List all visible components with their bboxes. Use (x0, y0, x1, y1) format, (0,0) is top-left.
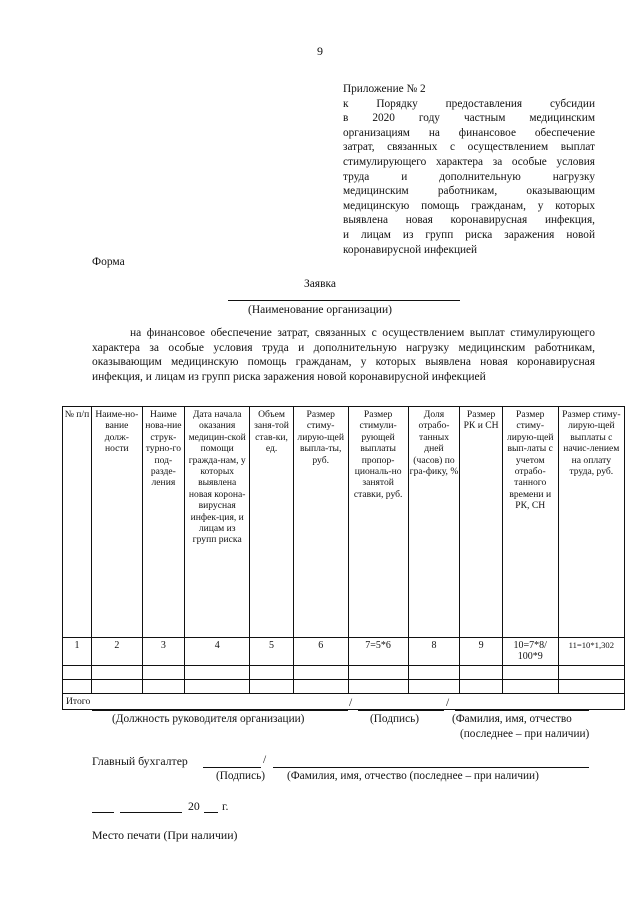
column-header: Дата начала оказания медицин-ской помощи граждa-нам, у которых выявлена новая корона-вирусная инфек-ция, и лицам из групп риска (185, 407, 250, 638)
table-row (63, 665, 625, 679)
total-row (63, 693, 625, 709)
appendix-line: и лицам из групп риска заражения новой (343, 228, 595, 241)
appendix-line: организациям на финансовое обеспечение (343, 126, 595, 139)
total-label: Итого (63, 693, 625, 709)
signature-separator: / (446, 697, 450, 709)
chief-accountant-label: Главный бухгалтер (92, 754, 188, 768)
table-cell[interactable] (502, 679, 558, 693)
table-cell[interactable] (348, 665, 408, 679)
appendix-header (343, 82, 595, 257)
signature-separator: / (263, 754, 267, 766)
chief-signature-field[interactable] (203, 767, 261, 768)
column-number: 9 (460, 638, 502, 666)
appendix-line: медицинским работникам, оказывающим (343, 185, 595, 198)
table-cell[interactable] (63, 665, 92, 679)
appendix-line: труда и дополнительную нагрузку (343, 170, 595, 183)
table-cell[interactable] (91, 665, 142, 679)
appendix-line: медицинскую помощь гражданам, у которых (343, 199, 595, 212)
form-label: Форма (92, 256, 125, 268)
table-cell[interactable] (63, 679, 92, 693)
table-cell[interactable] (460, 665, 502, 679)
signature-separator: / (349, 697, 353, 709)
table-cell[interactable] (185, 665, 250, 679)
head-position-caption: (Должность руководителя организации) (112, 713, 305, 725)
head-name-caption-2: (последнее – при наличии) (460, 728, 590, 740)
appendix-line: к Порядку предоставления субсидии (343, 97, 595, 110)
table-cell[interactable] (142, 679, 184, 693)
appendix-line: стимулирующего характера за особые условия (343, 155, 595, 168)
date-day-field[interactable] (92, 812, 114, 813)
table-cell[interactable] (250, 665, 293, 679)
date-month-field[interactable] (120, 812, 182, 813)
column-number: 2 (91, 638, 142, 666)
column-header: Объем заня-той став-ки, ед. (250, 407, 293, 638)
table-cell[interactable] (293, 679, 348, 693)
appendix-line: в 2020 году частным медицинским (343, 112, 595, 125)
appendix-line: коронавирусной инфекцией (343, 243, 478, 256)
organization-name-line[interactable] (228, 300, 460, 301)
date-year-suffix: г. (222, 799, 229, 813)
table-header-row (63, 407, 625, 638)
table-cell[interactable] (502, 665, 558, 679)
column-number: 10=7*8/ 100*9 (502, 638, 558, 666)
head-signature-field[interactable] (358, 710, 444, 711)
head-name-caption: (Фамилия, имя, отчество (452, 713, 572, 725)
column-header: Наиме-но-вание долж-ности (91, 407, 142, 638)
chief-name-caption: (Фамилия, имя, отчество (последнее – при наличии) (287, 770, 539, 782)
column-number: 5 (250, 638, 293, 666)
application-table (62, 406, 625, 710)
table-cell[interactable] (558, 679, 624, 693)
column-header: Доля отрабо-танных дней (часов) по гра-фику, % (408, 407, 460, 638)
table-cell[interactable] (91, 679, 142, 693)
column-header: № п/п (63, 407, 92, 638)
column-number: 4 (185, 638, 250, 666)
table-cell[interactable] (408, 665, 460, 679)
stamp-place: Место печати (При наличии) (92, 828, 238, 842)
column-number: 7=5*6 (348, 638, 408, 666)
date-year-field[interactable] (204, 812, 218, 813)
chief-signature-caption: (Подпись) (216, 770, 266, 782)
table-cell[interactable] (293, 665, 348, 679)
chief-name-field[interactable] (273, 767, 589, 768)
column-header: Размер стиму-лирую-щей выпла-ты, руб. (293, 407, 348, 638)
page-number: 9 (317, 44, 323, 58)
column-number-row (63, 638, 625, 666)
column-number: 6 (293, 638, 348, 666)
appendix-line: выявлена новая коронавирусная инфекция, (343, 214, 595, 227)
table-cell[interactable] (460, 679, 502, 693)
column-header: Размер РК и СН (460, 407, 502, 638)
date-year-prefix: 20 (188, 799, 200, 813)
head-position-field[interactable] (92, 710, 348, 711)
column-header: Размер стиму-лирую-щей выплаты с начис-лением на оплату труда, руб. (558, 407, 624, 638)
table-cell[interactable] (348, 679, 408, 693)
table-row (63, 679, 625, 693)
column-header: Размер стиму-лирую-щей вып-латы с учетом отрабо-танного времени и РК, СН (502, 407, 558, 638)
organization-name-caption: (Наименование организации) (248, 304, 392, 316)
table-cell[interactable] (558, 665, 624, 679)
intro-paragraph: на финансовое обеспечение затрат, связанных с осуществлением выплат стимулирующего характера за особые условия труда и дополнительную нагрузку медицинским работникам, оказывающим медицинскую помощь гражданам, у которых выявлена новая коронавирусная инфекция, и лицам из групп риска заражения новой коронавирусной инфекцией (92, 327, 595, 383)
head-signature-caption: (Подпись) (370, 713, 420, 725)
column-header: Размер стимули-рующей выплаты пропор-циональ-но занятой ставки, руб. (348, 407, 408, 638)
table-cell[interactable] (142, 665, 184, 679)
head-name-field[interactable] (455, 710, 589, 711)
table-cell[interactable] (250, 679, 293, 693)
column-number: 3 (142, 638, 184, 666)
document-title: Заявка (303, 278, 337, 290)
column-number: 8 (408, 638, 460, 666)
column-number: 1 (63, 638, 92, 666)
appendix-line: затрат, связанных с осуществлением выплат (343, 141, 595, 154)
appendix-title: Приложение № 2 (343, 83, 426, 95)
column-number: 11=10*1,302 (558, 638, 624, 666)
table-cell[interactable] (185, 679, 250, 693)
column-header: Наиме нова-ние струк-турно-го под-разде-ления (142, 407, 184, 638)
table-cell[interactable] (408, 679, 460, 693)
